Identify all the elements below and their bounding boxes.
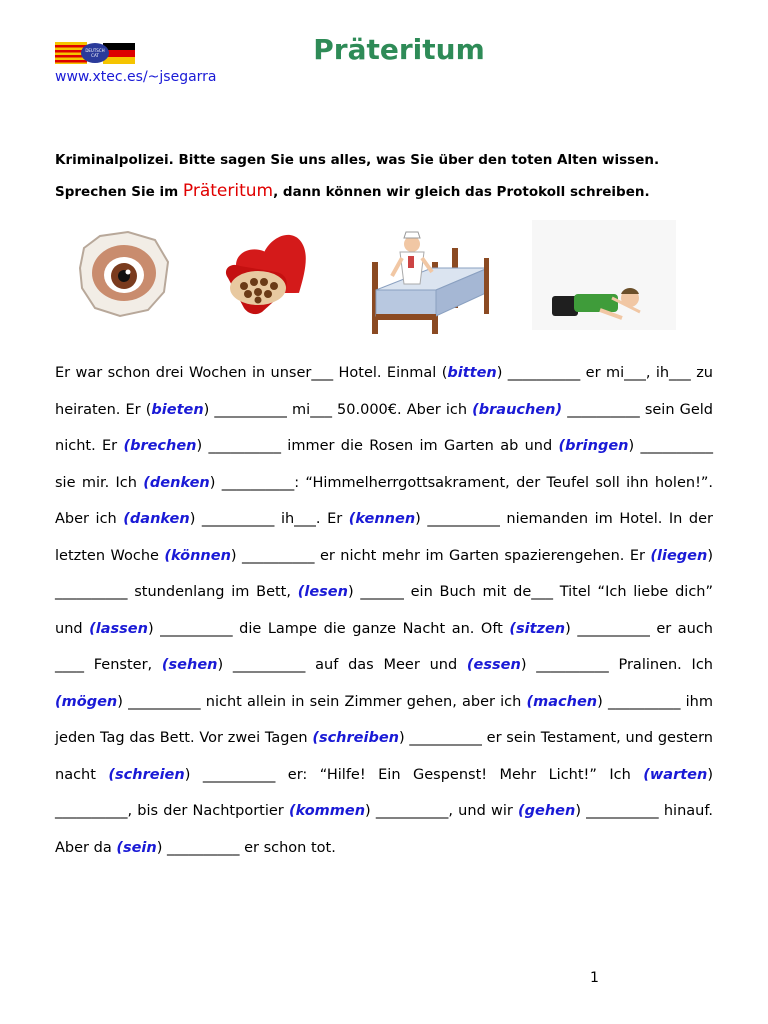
verb-prompt: (schreien <box>108 766 185 783</box>
verb-prompt: (sitzen <box>509 620 566 637</box>
verb-prompt: bieten <box>151 401 204 418</box>
verb-prompt: (kennen <box>348 511 416 527</box>
instructions-line-1: Kriminalpolizei. Bitte sagen Sie uns alles, was Sie über den toten Alten wissen. <box>55 152 660 168</box>
heart-chocolate-box-picture <box>226 231 317 315</box>
verb-prompt: (liegen <box>650 547 708 564</box>
verb-prompt: (schreiben <box>312 730 399 746</box>
tense-highlight: Präteritum <box>182 181 274 201</box>
svg-text:CAT: CAT <box>91 53 99 58</box>
verb-prompt: (warten <box>643 766 708 783</box>
instructions-line-2: Sprechen Sie im Präteritum, dann können wir gleich das Protokoll schreiben. <box>55 181 650 201</box>
verb-prompt: (mögen <box>55 693 118 710</box>
page-number: 1 <box>590 970 599 986</box>
verb-prompt: (kommen <box>288 803 366 819</box>
verb-prompt: (denken <box>143 474 210 491</box>
verb-prompt: (machen <box>526 693 598 710</box>
verb-prompt: (lassen <box>89 620 148 637</box>
verb-prompt: (lesen <box>297 584 348 600</box>
verb-prompt: (sehen <box>161 657 218 673</box>
eye-picture <box>80 232 168 316</box>
page-title: Präteritum <box>313 33 485 66</box>
verb-prompt: (sein <box>116 839 157 856</box>
dead-man-picture <box>532 220 676 330</box>
verb-prompt: (brauchen) <box>472 401 563 418</box>
verb-prompt: (essen <box>466 657 521 673</box>
verb-prompt: (bringen <box>558 438 629 454</box>
verb-prompt: (brechen <box>123 438 197 454</box>
website-link[interactable]: www.xtec.es/~jsegarra <box>55 69 217 85</box>
verb-prompt: (können <box>164 547 231 564</box>
nurse-bed-picture <box>372 232 489 334</box>
verb-prompt: (danken <box>123 511 190 527</box>
exercise-text: Er war schon drei Wochen in unser___ Hotel. Einmal (bitten) __________ er mi___, ih___ zu heiraten. Er (bieten) __________ mi___ 50.000€. Aber ich (brauchen) __________ sein Geld nicht. Er (brechen) __________ immer die Rosen im Garten ab und (bringen) __________ sie mir. Ich (denken) __________: “Himmelherrgottsakrament, der Teufel soll ihn holen!”. Aber ich (danken) __________ ih___. Er (kennen) __________ niemanden im Hotel. In der letzten Woche (können) __________ er nicht mehr im Garten spazierengehen. Er (liegen) __________ stundenlang im Bett, (lesen) ______ ein Buch mit de___ Titel “Ich liebe dich” und (lassen) __________ die Lampe die ganze Nacht an. Oft (sitzen) __________ er auch ____ Fenster, (sehen) __________ auf das Meer und (essen) __________ Pralinen. Ich (mögen) __________ nicht allein in sein Zimmer gehen, aber ich (machen) __________ ihm jeden Tag das Bett. Vor zwei Tagen (schreiben) __________ er sein Testament, und gestern nacht (schreien) __________ er: “Hilfe! Ein Gespenst! Mehr Licht!” Ich (warten) __________, bis der Nachtportier (kommen) __________, und wir (gehen) __________ hinauf. Aber da (sein) __________ er schon tot. <box>55 365 714 856</box>
svg-text:DEUTSCH: DEUTSCH <box>85 48 105 53</box>
verb-prompt: (gehen <box>518 803 576 819</box>
pictures-row <box>0 0 768 345</box>
verb-prompt: bitten <box>447 365 497 381</box>
